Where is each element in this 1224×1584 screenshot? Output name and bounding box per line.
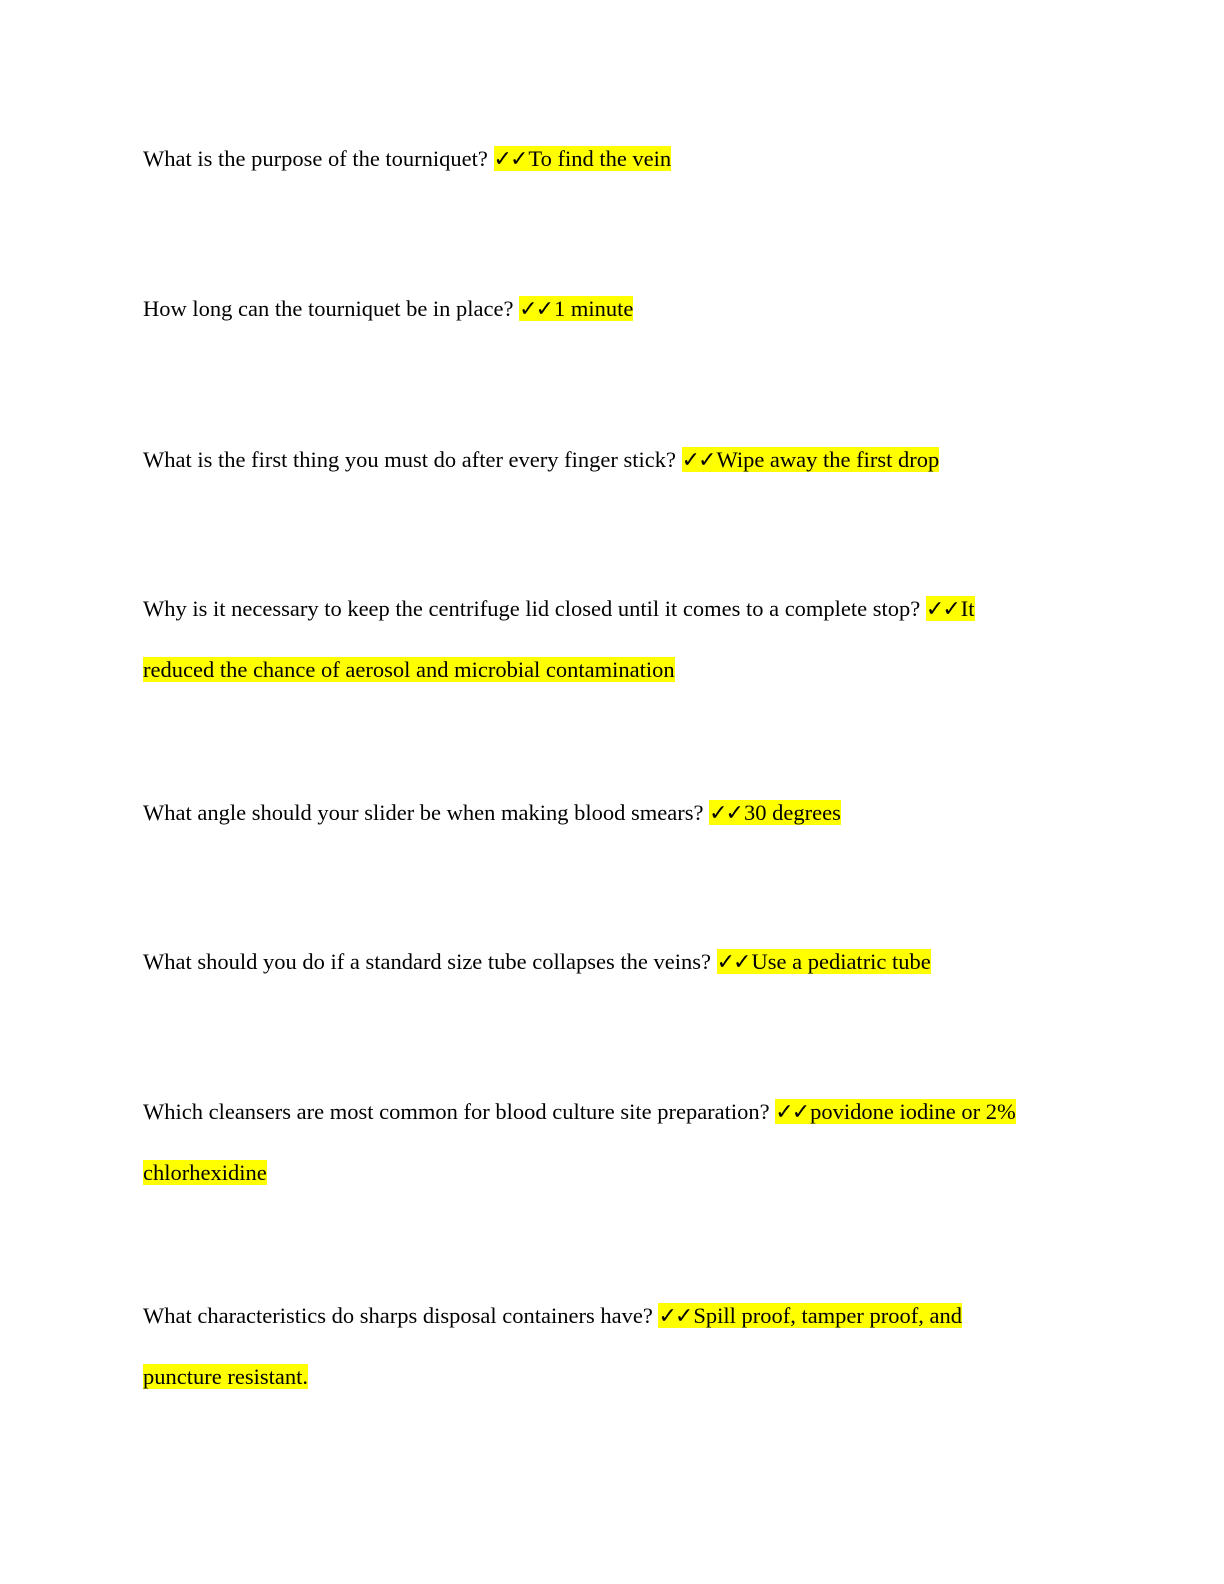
- question-text: What should you do if a standard size tube collapses the veins?: [143, 949, 711, 974]
- qa-item: [143, 279, 1083, 340]
- double-check-icon: ✓✓: [709, 801, 742, 826]
- qa-item: [143, 1082, 1083, 1202]
- answer-text: Use a pediatric tube: [751, 949, 931, 974]
- answer-text: povidone iodine or 2% chlorhexidine: [143, 1099, 1016, 1185]
- question-text: What is the first thing you must do after every finger stick?: [143, 447, 676, 472]
- question-text: What angle should your slider be when making blood smears?: [143, 800, 704, 825]
- double-check-icon: ✓✓: [775, 1100, 809, 1125]
- answer-text: Wipe away the first drop: [716, 447, 940, 472]
- double-check-icon: ✓✓: [925, 597, 959, 622]
- qa-item: [143, 783, 1083, 844]
- answer-text: It reduced the chance of aerosol and microbial contamination: [143, 596, 975, 682]
- answer-highlight: [494, 146, 672, 171]
- qa-item: [143, 932, 1083, 993]
- double-check-icon: ✓✓: [519, 297, 553, 322]
- qa-item: [143, 1286, 1043, 1406]
- answer-text: 1 minute: [554, 296, 634, 321]
- double-check-icon: ✓✓: [716, 950, 750, 975]
- double-check-icon: ✓✓: [681, 448, 715, 473]
- qa-item: [143, 430, 1083, 491]
- answer-highlight: [519, 296, 633, 321]
- answer-highlight: [709, 800, 841, 825]
- answer-highlight: [682, 447, 940, 472]
- question-text: What is the purpose of the tourniquet?: [143, 146, 488, 171]
- answer-text: To find the vein: [528, 146, 672, 171]
- question-text: How long can the tourniquet be in place?: [143, 296, 514, 321]
- answer-highlight: [717, 949, 931, 974]
- double-check-icon: ✓✓: [493, 147, 527, 172]
- answer-text: Spill proof, tamper proof, and puncture resistant.: [143, 1303, 963, 1389]
- qa-item: [143, 579, 1043, 699]
- answer-text: 30 degrees: [744, 800, 841, 825]
- question-text: What characteristics do sharps disposal containers have?: [143, 1303, 653, 1328]
- qa-item: [143, 129, 1083, 190]
- double-check-icon: ✓✓: [658, 1304, 692, 1329]
- question-text: Why is it necessary to keep the centrifuge lid closed until it comes to a complete stop?: [143, 596, 921, 621]
- question-text: Which cleansers are most common for blood culture site preparation?: [143, 1099, 770, 1124]
